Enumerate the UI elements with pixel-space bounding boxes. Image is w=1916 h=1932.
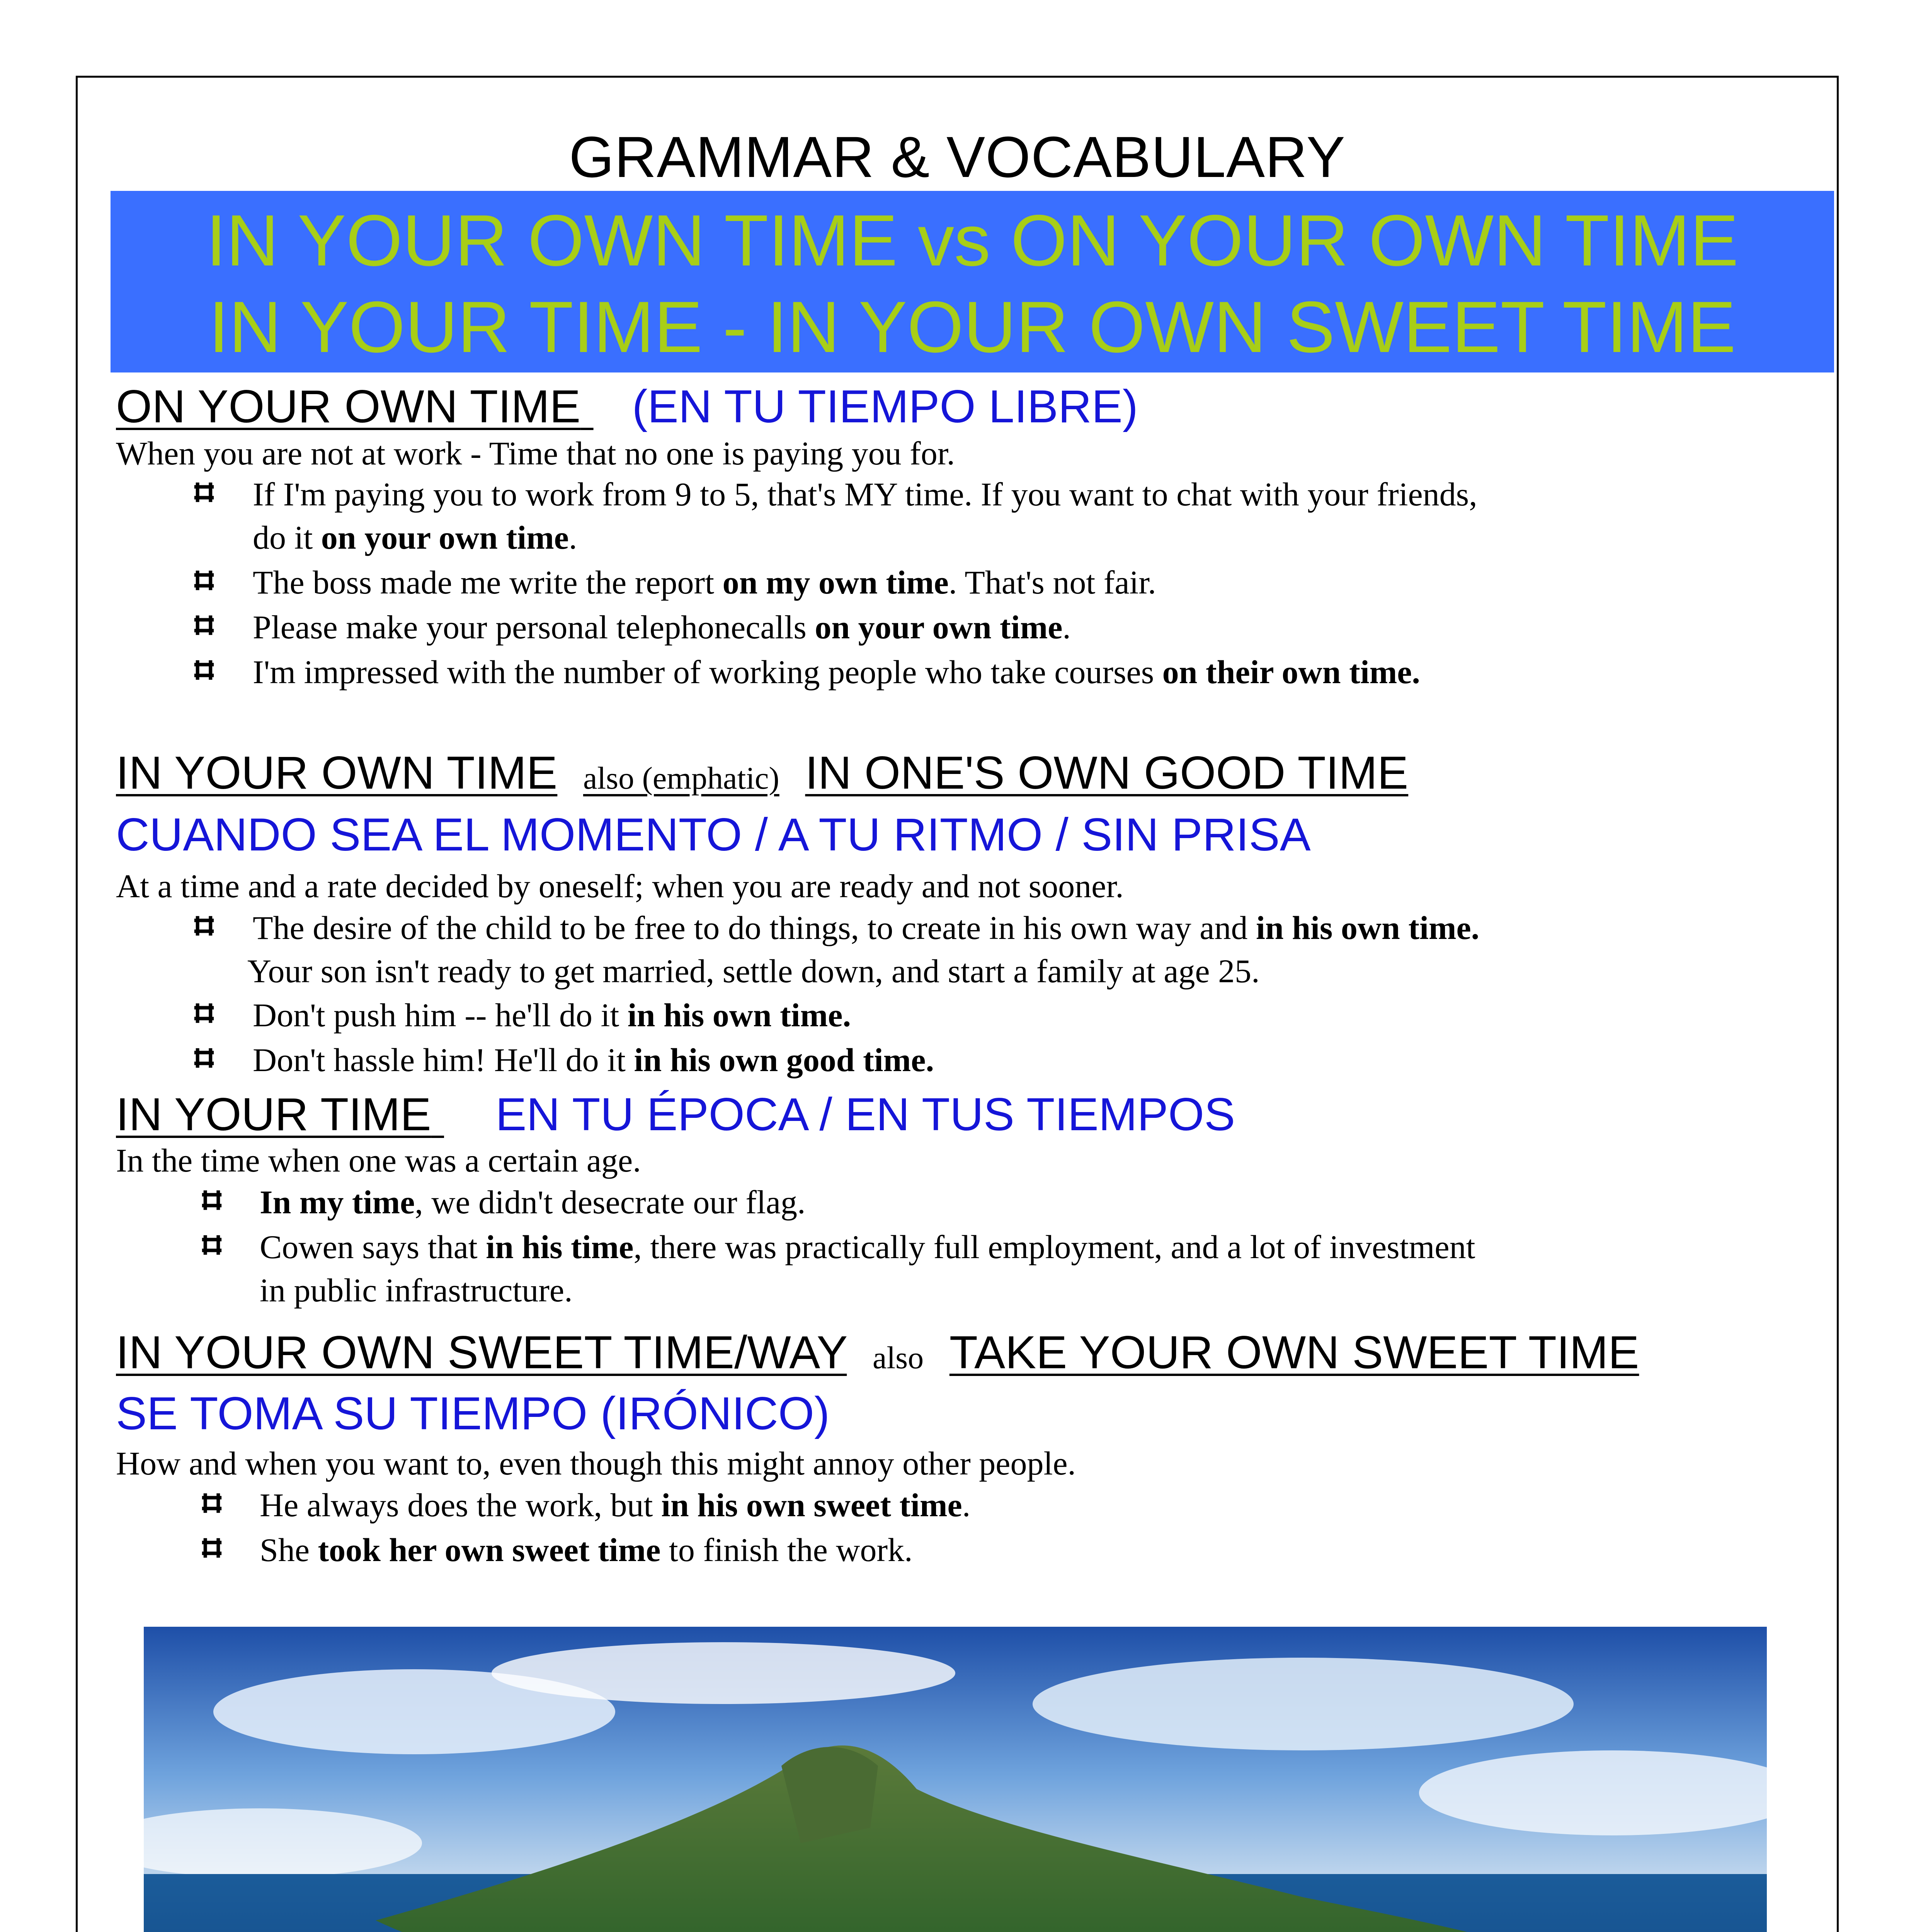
bullet-icon — [201, 1189, 223, 1211]
title-banner — [111, 191, 1834, 372]
bullet-icon — [193, 570, 215, 591]
section1-example-3: Please make your personal telephonecalls on your own time. — [253, 609, 1071, 646]
section2-connector: also (emphatic) — [583, 760, 779, 796]
section4-definition: How and when you want to, even though this might annoy other people. — [116, 1445, 1076, 1482]
section3-heading: IN YOUR TIME — [116, 1088, 431, 1140]
page-title: GRAMMAR & VOCABULARY — [569, 124, 1346, 189]
section3-translation: EN TU ÉPOCA / EN TUS TIEMPOS — [495, 1088, 1235, 1140]
section4-translation: SE TOMA SU TIEMPO (IRÓNICO) — [116, 1388, 830, 1439]
banner-line-2: IN YOUR TIME - IN YOUR OWN SWEET TIME — [209, 286, 1736, 367]
bullet-icon — [193, 1002, 215, 1024]
bullet-icon — [201, 1234, 223, 1256]
section2-heading-2: IN ONE'S OWN GOOD TIME — [805, 747, 1409, 799]
section3-heading-row — [116, 1088, 1235, 1140]
section4-example-2: She took her own sweet time to finish the work. — [260, 1531, 913, 1568]
section3-example-2-cont: in public infrastructure. — [260, 1272, 573, 1309]
bullet-icon — [193, 614, 215, 636]
section4-heading-2: TAKE YOUR OWN SWEET TIME — [949, 1327, 1639, 1378]
bullet-icon — [193, 481, 215, 503]
section4-connector: also — [872, 1340, 924, 1375]
section2-heading: IN YOUR OWN TIME — [116, 747, 558, 799]
section2-example-3: Don't push him -- he'll do it in his own time. — [253, 997, 851, 1034]
section1-heading: ON YOUR OWN TIME — [116, 381, 581, 432]
bullet-icon — [193, 1047, 215, 1069]
video-player[interactable] — [144, 1627, 1767, 1932]
section3-example-2: Cowen says that in his time, there was practically full employment, and a lot of investment — [260, 1228, 1475, 1265]
section1-example-2: The boss made me write the report on my own time. That's not fair. — [253, 564, 1156, 601]
bullet-icon — [201, 1492, 223, 1514]
section2-definition: At a time and a rate decided by oneself; when you are ready and not sooner. — [116, 867, 1124, 905]
section1-heading-row — [116, 383, 1138, 430]
section3-example-1: In my time, we didn't desecrate our flag. — [260, 1184, 806, 1221]
section3-definition: In the time when one was a certain age. — [116, 1142, 641, 1179]
island-photo — [144, 1627, 1767, 1932]
section2-heading-row — [116, 747, 1409, 799]
section1-example-1-cont: do it on your own time. — [253, 519, 577, 556]
section4-heading: IN YOUR OWN SWEET TIME/WAY — [116, 1327, 847, 1378]
section4-heading-row — [116, 1329, 1639, 1376]
bullet-icon — [193, 915, 215, 937]
section2-example-1: The desire of the child to be free to do things, to create in his own way and in his own time. — [253, 909, 1480, 946]
section1-definition: When you are not at work - Time that no one is paying you for. — [116, 435, 955, 472]
section2-translation: CUANDO SEA EL MOMENTO / A TU RITMO / SIN PRISA — [116, 809, 1311, 861]
bullet-icon — [201, 1537, 223, 1559]
banner-line-1: IN YOUR OWN TIME vs ON YOUR OWN TIME — [206, 200, 1739, 281]
section2-example-2: Your son isn't ready to get married, settle down, and start a family at age 25. — [247, 952, 1260, 990]
section1-translation: (EN TU TIEMPO LIBRE) — [632, 381, 1138, 432]
section1-example-4: I'm impressed with the number of working people who take courses on their own time. — [253, 653, 1420, 690]
section1-example-1: If I'm paying you to work from 9 to 5, that's MY time. If you want to chat with your friends, — [253, 476, 1477, 513]
section4-example-1: He always does the work, but in his own sweet time. — [260, 1486, 971, 1524]
bullet-icon — [193, 659, 215, 681]
section2-example-4: Don't hassle him! He'll do it in his own good time. — [253, 1041, 934, 1078]
